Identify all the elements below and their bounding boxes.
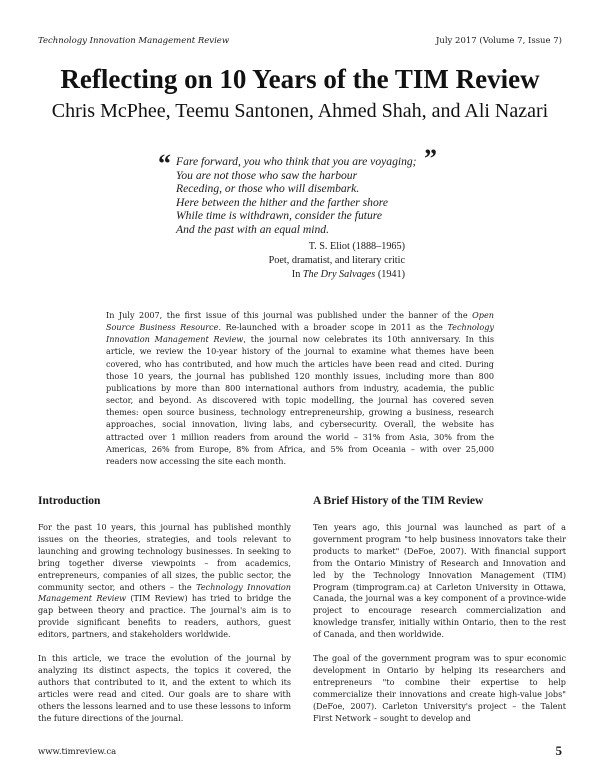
attribution-role: Poet, dramatist, and literary critic xyxy=(268,254,405,266)
article-authors: Chris McPhee, Teemu Santonen, Ahmed Shah, and Ali Nazari xyxy=(51,100,549,122)
epigraph-line: Here between the hither and the farther shore xyxy=(176,195,388,209)
epigraph-line: You are not those who saw the harbour xyxy=(176,168,358,182)
website-url: www.timreview.ca xyxy=(38,747,117,757)
paragraph: The goal of the government program was to spur economic development in Ontario by helping its researchers and entrepreneurs "to combine their expertise to help commercialize their innovations and create high-value jobs" (DeFoe, 2007). Carleton University's project – the Talent First Network – sought to develop and xyxy=(313,653,566,723)
source-title: The Dry Salvages xyxy=(302,268,376,280)
attribution-source: In The Dry Salvages (1941) xyxy=(291,268,405,280)
paragraph: For the past 10 years, this journal has published monthly issues on the theories, strategies, and tools relevant to launching and growing technology businesses. In seeking to bring together diverse viewpoints – from academics, entrepreneurs, companies of all sizes, the public sector, the community sector, and others – the Technology Innovation Management Review (TIM Review) has tried to bridge the gap between theory and practice. The journal's aim is to provide significant benefits to readers, authors, guest editors, partners, and stakeholders worldwide. xyxy=(38,522,292,640)
journal-name: Technology Innovation Management Review xyxy=(38,36,230,46)
attribution-name: T. S. Eliot (1888–1965) xyxy=(308,241,405,252)
epigraph xyxy=(176,155,476,237)
paragraph: Ten years ago, this journal was launched as part of a government program "to help business innovators take their products to market" (DeFoe, 2007). With financial support from the Ontario Ministry of Research and Innovation and led by the Technology Innovation Management (TIM) Program (timprogram.ca) at Carleton University in Ottawa, Canada, the journal was a key component of a province-wide project to encourage research commercialization and knowledge transfer, initially within Ontario, then to the rest of Canada, and then worldwide. xyxy=(313,522,566,640)
abstract: In July 2007, the first issue of this journal was published under the banner of the Open Source Business Resource. Re-launched with a broader scope in 2011 as the Technology Innovation Management Review, the journal now celebrates its 10th anniversary. In this article, we review the 10-year history of the journal to examine what themes have been covered, who has contributed, and how much the articles have been read and cited. During those 10 years, the journal has published 120 monthly issues, including more than 800 publications by more than 800 international authors from industry, academia, the public sector, and beyond. As discovered with topic modelling, the journal has covered seven themes: open source business, technology entrepreneurship, growing a business, research approaches, social innovation, living labs, and cybersecurity. Overall, the website has attracted over 1 million readers from around the world – 31% from Asia, 30% from the Americas, 26% from Europe, 8% from Africa, and 5% from Oceania – with over 25,000 readers now accessing the site each month. xyxy=(106,310,494,466)
introduction-section xyxy=(38,494,291,737)
open-quote-icon: “ xyxy=(158,149,171,178)
epigraph-attribution xyxy=(269,240,405,281)
issue-info: July 2017 (Volume 7, Issue 7) xyxy=(435,36,562,46)
epigraph-line: And the past with an equal mind. xyxy=(176,222,329,236)
close-quote-icon: ” xyxy=(424,144,437,173)
page-footer xyxy=(38,743,562,759)
section-heading: A Brief History of the TIM Review xyxy=(313,495,484,507)
section-heading: Introduction xyxy=(38,495,101,507)
epigraph-line: While time is withdrawn, consider the future xyxy=(176,209,382,223)
article-title: Reflecting on 10 Years of the TIM Review xyxy=(60,64,540,94)
page-number: 5 xyxy=(555,743,562,758)
paragraph: In this article, we trace the evolution of the journal by analyzing its distinct aspects, the topics it covered, the authors that contributed to it, and the extent to which its articles were read and cited. Our goals are to share with others the lessons learned and to use these lessons to inform the future directions of the journal. xyxy=(38,653,291,723)
history-section xyxy=(313,494,566,737)
epigraph-line: Fare forward, you who think that you are voyaging; xyxy=(176,155,417,168)
running-header xyxy=(38,36,562,50)
epigraph-line: Receding, or those who will disembark. xyxy=(176,182,360,196)
